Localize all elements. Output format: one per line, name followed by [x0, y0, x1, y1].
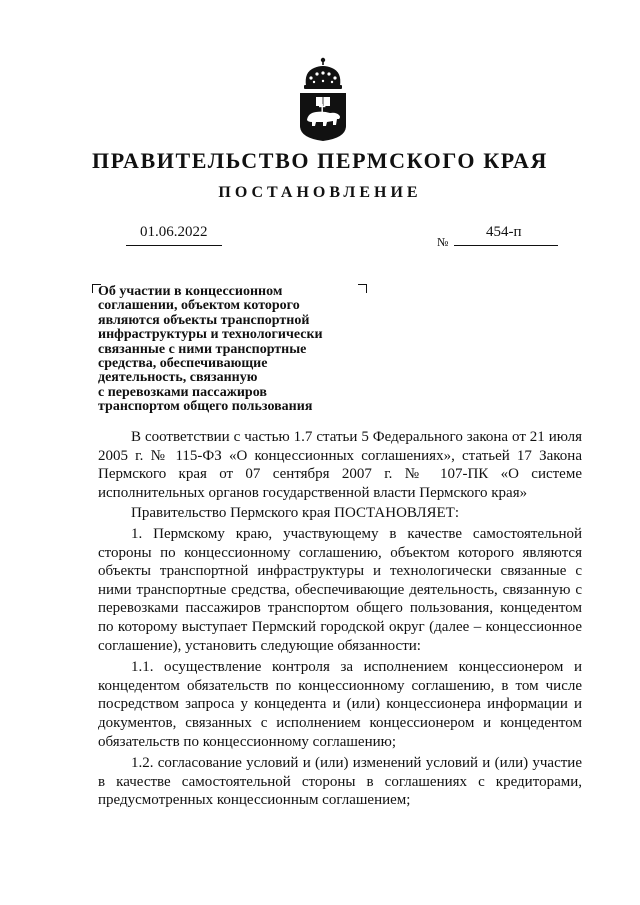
clause-1-2-paragraph: 1.2. согласование условий и (или) изменений условий и (или) участие в качестве самостоятельной стороны в соглашениях с кредиторами, предусмотренных концессионным соглашением; [98, 755, 582, 809]
decree-body [98, 428, 582, 813]
subject-line: деятельность, связанную [98, 370, 258, 386]
clause-1-paragraph: 1. Пермскому краю, участвующему в качестве самостоятельной стороны по концессионному соглашению, объектом которого являются объекты транспортной инфраструктуры и технологически связанные с ними транспортные средства, обеспечивающие деятельность, связанную с перевозками пассажиров транспортом общего пользования, концедентом по которому выступает Пермский городской округ (далее – концессионное соглашение), установить следующие обязанности: [98, 525, 582, 654]
decree-number: 454-п [486, 224, 522, 240]
resolution-paragraph: Правительство Пермского края ПОСТАНОВЛЯЕТ: [131, 505, 460, 522]
decree-subject [98, 285, 358, 415]
subject-line: Об участии в концессионном [98, 284, 283, 299]
coat-of-arms-icon [294, 56, 352, 142]
clause-1-1-paragraph: 1.1. осуществление контроля за исполнением концессионером и концедентом обязательств по концессионному соглашению, в том числе посредством запроса у концедента и (или) концессионера информации и документов, связанных с исполнением концессионером и концедентом обязательств по концессионному соглашению; [98, 659, 582, 750]
subject-line: связанные с ними транспортные [98, 341, 307, 357]
subject-bracket-right [358, 284, 367, 293]
subject-line: являются объекты транспортной [98, 312, 310, 328]
preamble-paragraph: В соответствии с частью 1.7 статьи 5 Федерального закона от 21 июля 2005 г. № 115-ФЗ «О концессионных соглашениях», статьей 17 Закона Пермского края от 07 сентября 2007 г. № 107-ПК «О системе исполнительных органов государственной власти Пермского края» [98, 429, 582, 501]
subject-line: средства, обеспечивающие [98, 356, 268, 372]
subject-line: с перевозками пассажиров [98, 384, 267, 400]
decree-date: 01.06.2022 [140, 224, 208, 240]
subject-line: транспортом общего пользования [98, 399, 313, 415]
subject-line: инфраструктуры и технологически [98, 327, 323, 343]
date-field [126, 224, 222, 246]
document-type-title: ПОСТАНОВЛЕНИЕ [218, 184, 422, 201]
number-sign: № [437, 235, 449, 249]
number-field [454, 224, 558, 246]
government-title: ПРАВИТЕЛЬСТВО ПЕРМСКОГО КРАЯ [92, 148, 548, 173]
subject-line: соглашении, объектом которого [98, 298, 300, 314]
